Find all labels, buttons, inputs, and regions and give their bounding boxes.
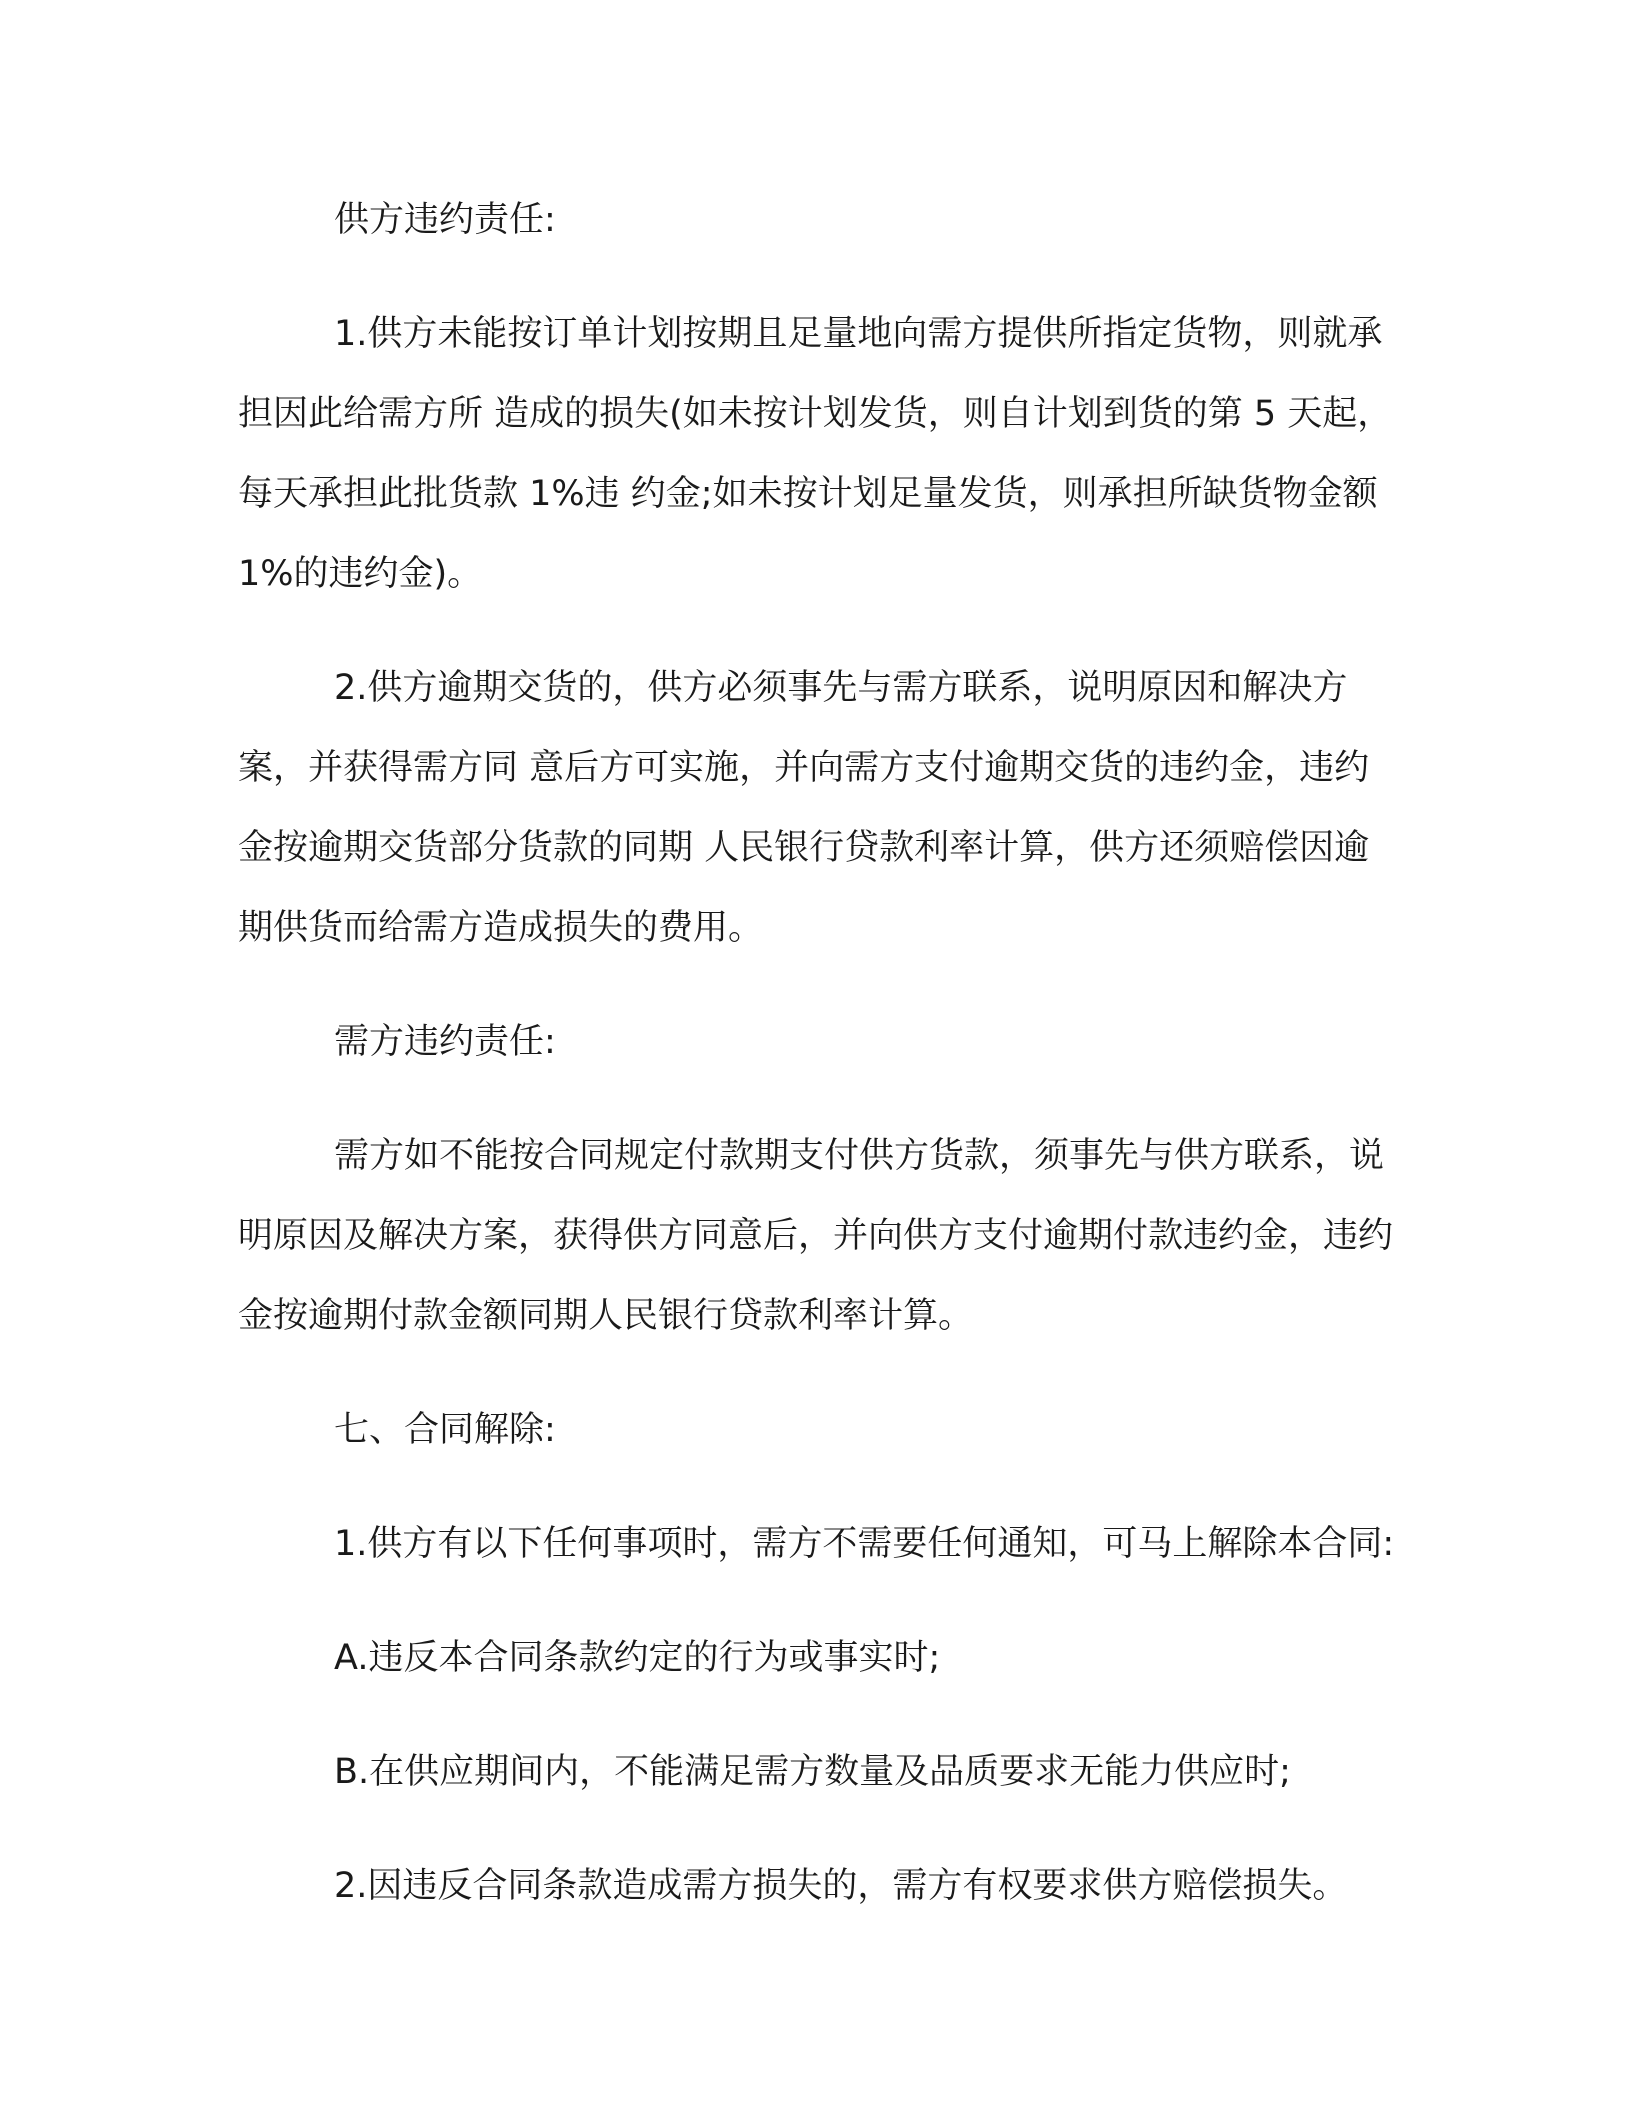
clause-termination-1b: B.在供应期间内，不能满足需方数量及品质要求无能力供应时; [334, 1752, 1291, 1792]
section-heading-supplier-liability: 供方违约责任: [334, 200, 556, 240]
clause-termination-1a: A.违反本合同条款约定的行为或事实时; [334, 1638, 941, 1678]
section-heading-termination: 七、合同解除: [334, 1410, 556, 1450]
clause-termination-2: 2.因违反合同条款造成需方损失的，需方有权要求供方赔偿损失。 [334, 1866, 1348, 1906]
clause-buyer: 需方如不能按合同规定付款期支付供方货款，须事先与供方联系，说明原因及解决方案，获得供方同意后，并向供方支付逾期付款违约金，违约金按逾期付款金额同期人民银行贷款利率计算。 [238, 1136, 1394, 1336]
clause-termination-1: 1.供方有以下任何事项时，需方不需要任何通知，可马上解除本合同: [334, 1524, 1395, 1564]
document-body [238, 180, 1398, 1960]
section-heading-buyer-liability: 需方违约责任: [334, 1022, 556, 1062]
clause-supplier-1: 1.供方未能按订单计划按期且足量地向需方提供所指定货物，则就承担因此给需方所 造成的损失(如未按计划发货，则自计划到货的第 5 天起，每天承担此批货款 1%违 约金;如未按计划足量发货，则承担所缺货物金额 1%的违约金)。 [238, 314, 1393, 594]
clause-supplier-2: 2.供方逾期交货的，供方必须事先与需方联系，说明原因和解决方案，并获得需方同 意后方可实施，并向需方支付逾期交货的违约金，违约金按逾期交货部分货款的同期 人民银行贷款利率计算，供方还须赔偿因逾期供货而给需方造成损失的费用。 [238, 668, 1370, 948]
